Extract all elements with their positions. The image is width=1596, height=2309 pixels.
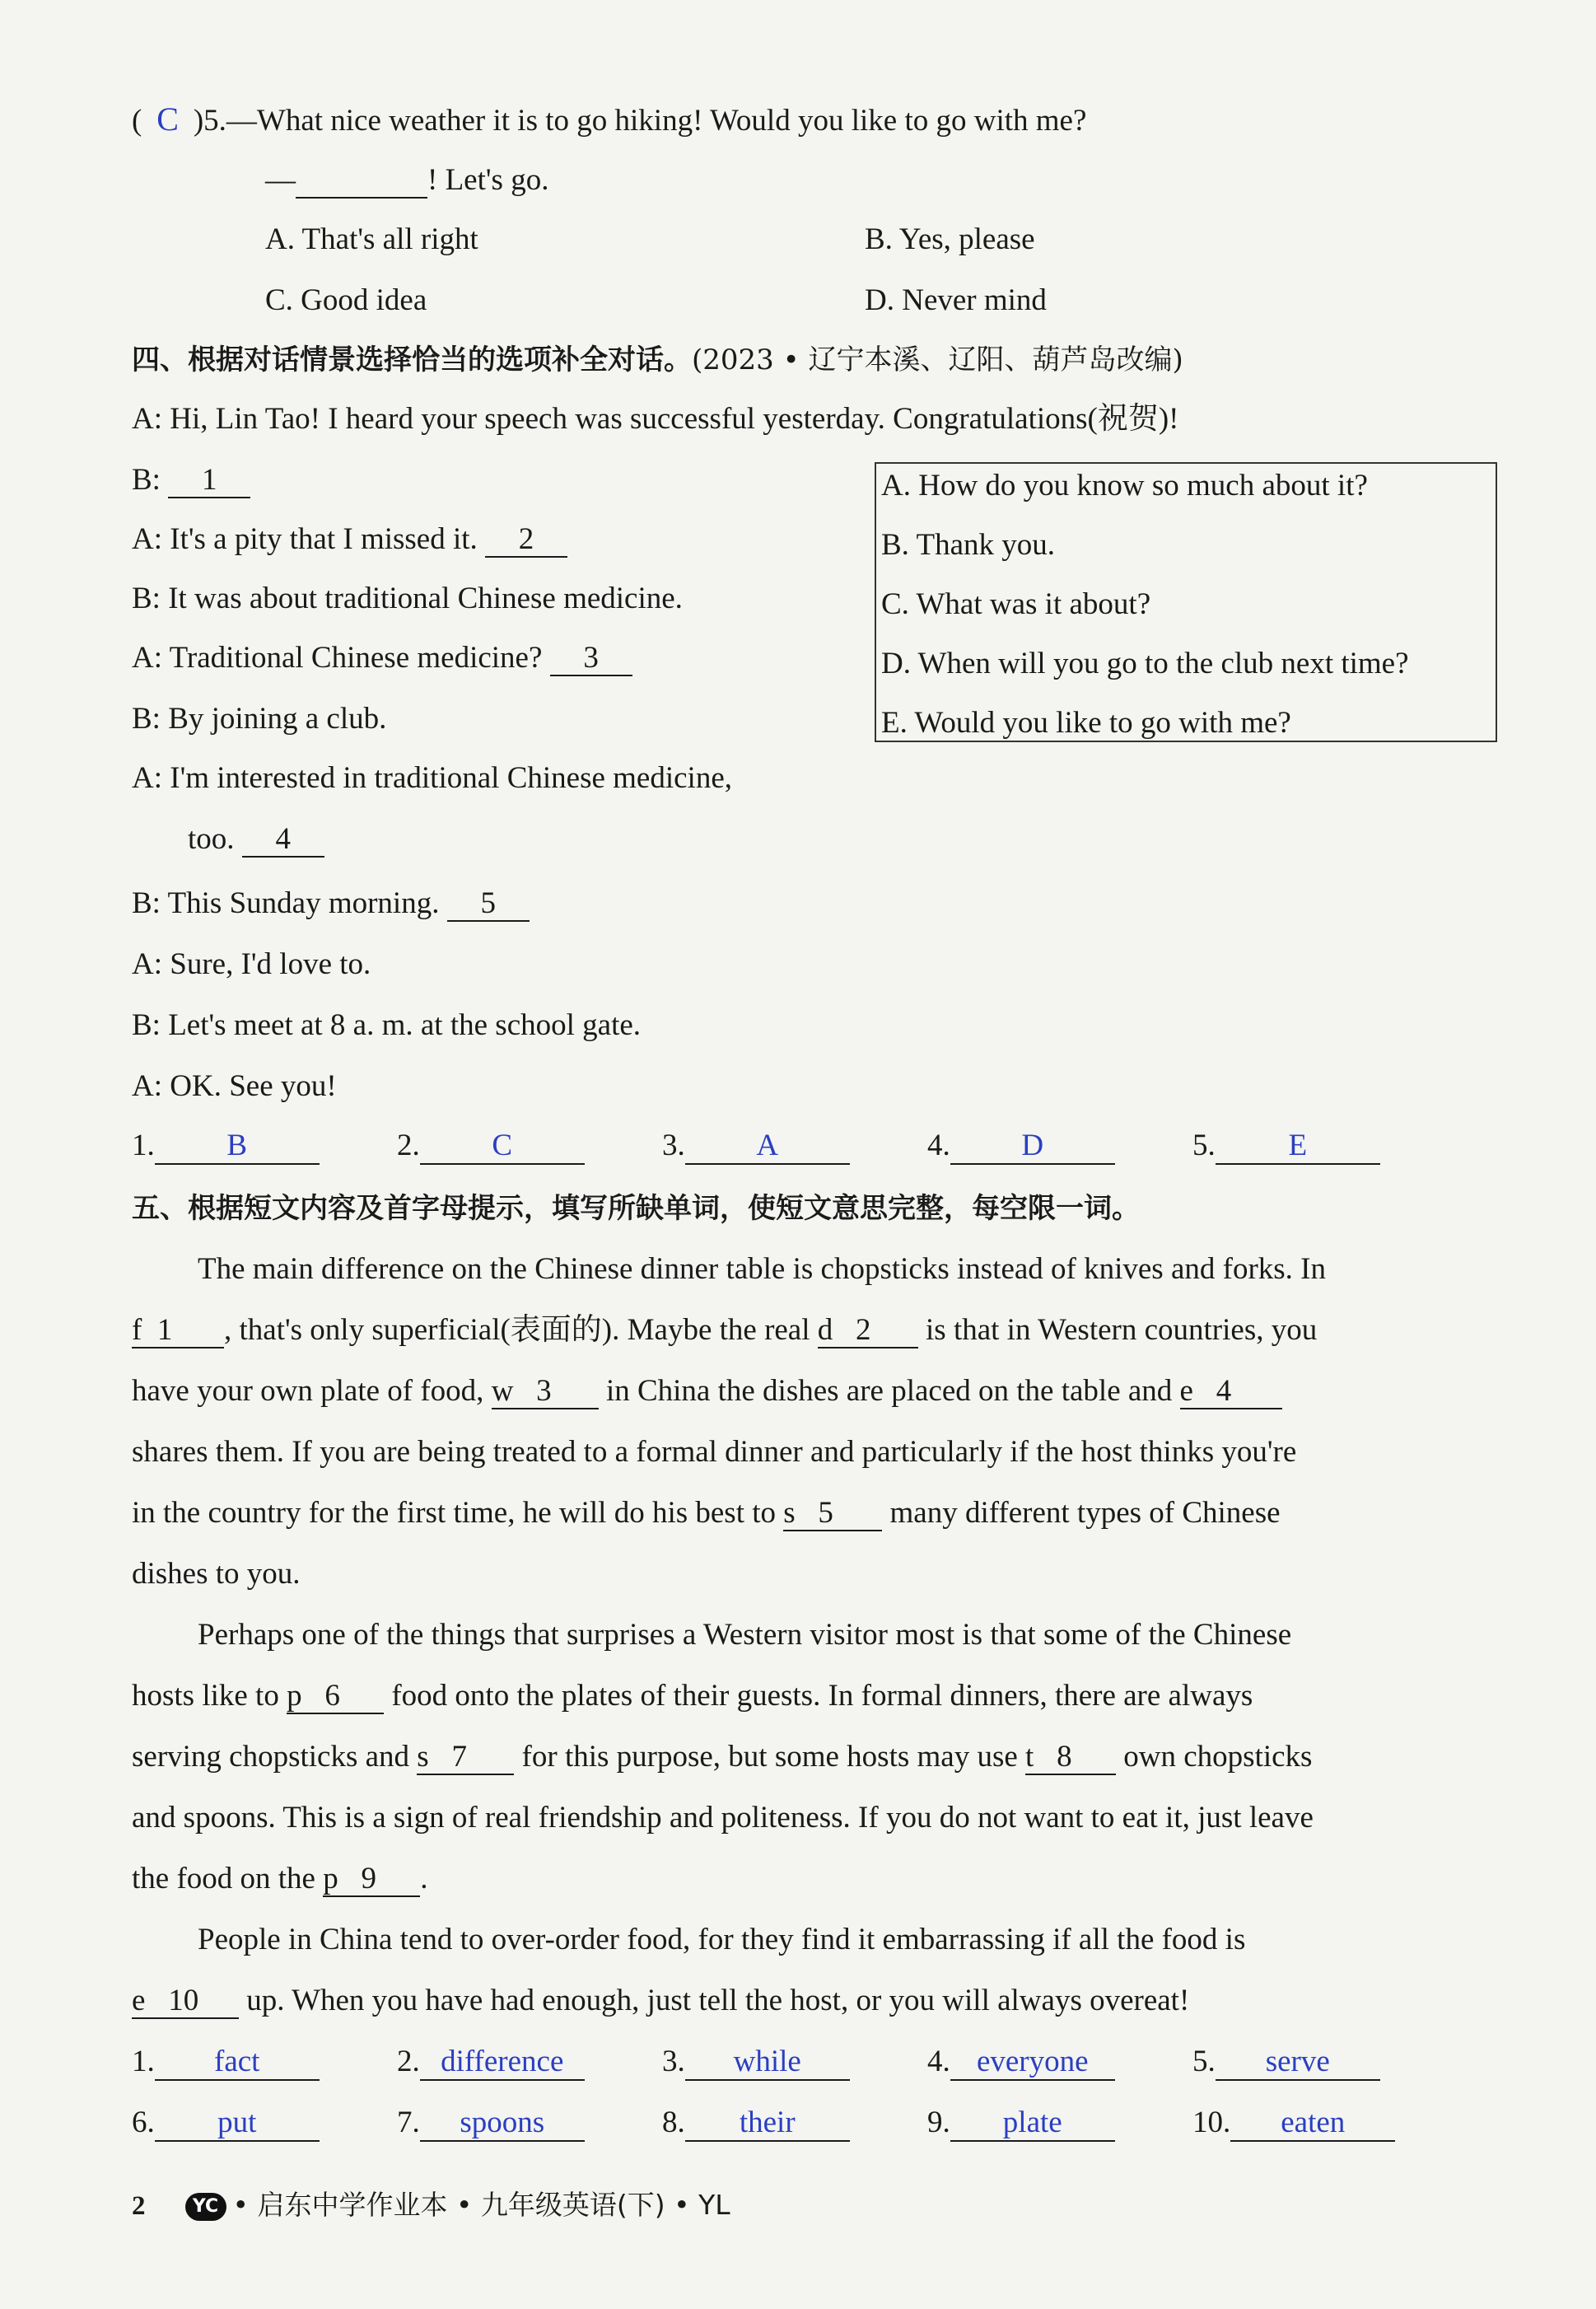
- section5-answer-10[interactable]: eaten: [1230, 2106, 1395, 2142]
- q5-number: 5.: [203, 104, 226, 138]
- q5-option-c: C. Good idea: [265, 283, 427, 317]
- publisher-logo-icon: YC: [185, 2193, 226, 2221]
- page-number: 2: [132, 2191, 146, 2221]
- p2-row-5: the food on the p 9 .: [132, 1862, 428, 1895]
- p1-row-6: dishes to you.: [132, 1557, 301, 1591]
- p1-row-3: have your own plate of food, w 3 in China the dishes are placed on the table and e 4: [132, 1372, 1282, 1410]
- section4-answer-row: 1. B 2. C 3. A 4. D 5. E: [132, 1127, 1449, 1165]
- section5-answer-6[interactable]: put: [155, 2106, 320, 2142]
- section4-option-a: A. How do you know so much about it?: [881, 469, 1368, 502]
- dialogue-line-12: A: OK. See you!: [132, 1069, 337, 1103]
- page-footer: [132, 2187, 730, 2224]
- section5-answer-4[interactable]: everyone: [950, 2045, 1115, 2081]
- p2-row-4: and spoons. This is a sign of real friendship and politeness. If you do not want to eat it, just leave: [132, 1801, 1314, 1835]
- passage-blank-4[interactable]: e 4: [1180, 1375, 1282, 1409]
- section4-option-e: E. Would you like to go with me?: [881, 706, 1291, 740]
- paren-open: (: [132, 104, 142, 138]
- dialogue-blank-4[interactable]: 4: [242, 823, 324, 858]
- passage-blank-10[interactable]: e 10: [132, 1984, 239, 2019]
- dialogue-line-5: A: Traditional Chinese medicine? 3: [132, 639, 632, 677]
- p3-row-1: People in China tend to over-order food, for they find it embarrassing if all the food is: [198, 1923, 1246, 1956]
- q5-reply-line: — ! Let's go.: [265, 163, 549, 197]
- section5-answer-9[interactable]: plate: [950, 2106, 1115, 2142]
- p1-row-5: in the country for the first time, he will do his best to s 5 many different types of Chinese: [132, 1496, 1281, 1530]
- dialogue-blank-2[interactable]: 2: [485, 523, 567, 558]
- passage-blank-9[interactable]: p 9: [323, 1863, 420, 1897]
- passage-blank-8[interactable]: t 8: [1025, 1741, 1116, 1775]
- footer-title: • 启东中学作业本 • 九年级英语(下) • YL: [232, 2189, 730, 2221]
- passage-blank-1[interactable]: f 1: [132, 1314, 224, 1348]
- q5-option-d: D. Never mind: [865, 283, 1047, 317]
- dialogue-line-9: B: This Sunday morning. 5: [132, 885, 530, 923]
- section4-answer-5[interactable]: E: [1216, 1129, 1380, 1165]
- section4-answer-1[interactable]: B: [155, 1129, 320, 1165]
- q5-stem-line: [132, 100, 1086, 140]
- section4-answer-2[interactable]: C: [420, 1129, 585, 1165]
- q5-stem: —What nice weather it is to go hiking! Would you like to go with me?: [226, 104, 1087, 138]
- p2-row-3: serving chopsticks and s 7 for this purpose, but some hosts may use t 8 own chopsticks: [132, 1740, 1313, 1774]
- p2-row-1: Perhaps one of the things that surprises a Western visitor most is that some of the Chinese: [198, 1618, 1292, 1652]
- section4-option-d: D. When will you go to the club next time?: [881, 647, 1409, 680]
- section4-option-b: B. Thank you.: [881, 528, 1056, 562]
- p1-row-1: The main difference on the Chinese dinner table is chopsticks instead of knives and forks. In: [198, 1252, 1326, 1286]
- p2-row-2: hosts like to p 6 food onto the plates of their guests. In formal dinners, there are always: [132, 1679, 1253, 1713]
- q5-option-b: B. Yes, please: [865, 222, 1035, 256]
- section5-answer-8[interactable]: their: [685, 2106, 850, 2142]
- section5-answer-7[interactable]: spoons: [420, 2106, 585, 2142]
- section4-option-box: [875, 462, 1497, 742]
- dialogue-line-11: B: Let's meet at 8 a. m. at the school gate.: [132, 1008, 642, 1042]
- dialogue-line-1: A: Hi, Lin Tao! I heard your speech was successful yesterday. Congratulations(祝贺)!: [132, 402, 1179, 436]
- dialogue-line-4: B: It was about traditional Chinese medicine.: [132, 582, 683, 615]
- section5-answer-row-2: 6. put 7. spoons 8. their 9. plate 10. eaten: [132, 2104, 1449, 2142]
- section5-heading: 五、根据短文内容及首字母提示，填写所缺单词，使短文意思完整，每空限一词。: [132, 1192, 1140, 1225]
- dialogue-blank-1[interactable]: 1: [168, 464, 250, 498]
- section4-answer-4[interactable]: D: [950, 1129, 1115, 1165]
- q5-reply-blank[interactable]: [296, 164, 427, 199]
- section5-answer-row-1: 1. fact 2. difference 3. while 4. everyone 5. serve: [132, 2043, 1449, 2081]
- section4-option-c: C. What was it about?: [881, 587, 1151, 621]
- q5-option-a: A. That's all right: [265, 222, 478, 256]
- p1-row-2: f 1 , that's only superficial(表面的). Maybe the real d 2 is that in Western countries, you: [132, 1313, 1318, 1347]
- dialogue-line-6: B: By joining a club.: [132, 702, 387, 736]
- section5-answer-2[interactable]: difference: [420, 2045, 585, 2081]
- passage-blank-3[interactable]: w 3: [492, 1375, 599, 1409]
- section5-answer-5[interactable]: serve: [1216, 2045, 1380, 2081]
- section5-answer-1[interactable]: fact: [155, 2045, 320, 2081]
- dialogue-line-2: B: 1: [132, 461, 250, 499]
- dialogue-blank-5[interactable]: 5: [447, 887, 530, 922]
- section5-answer-3[interactable]: while: [685, 2045, 850, 2081]
- dialogue-blank-3[interactable]: 3: [550, 642, 632, 676]
- dialogue-line-10: A: Sure, I'd love to.: [132, 947, 371, 981]
- passage-blank-2[interactable]: d 2: [818, 1314, 918, 1348]
- passage-blank-5[interactable]: s 5: [783, 1497, 882, 1531]
- q5-answer: C: [156, 100, 179, 138]
- dialogue-line-7: A: I'm interested in traditional Chinese medicine,: [132, 761, 732, 795]
- dialogue-line-8: too. 4: [188, 820, 324, 858]
- dialogue-line-3: A: It's a pity that I missed it. 2: [132, 521, 567, 559]
- paren-close: ): [193, 104, 204, 138]
- passage-blank-6[interactable]: p 6: [287, 1680, 384, 1714]
- section4-heading: 四、根据对话情景选择恰当的选项补全对话。(2023 • 辽宁本溪、辽阳、葫芦岛改编): [132, 344, 1183, 376]
- section4-source: (2023 • 辽宁本溪、辽阳、葫芦岛改编): [692, 344, 1183, 376]
- passage-blank-7[interactable]: s 7: [417, 1741, 514, 1775]
- p3-row-2: e 10 up. When you have had enough, just tell the host, or you will always overeat!: [132, 1984, 1190, 2017]
- p1-row-4: shares them. If you are being treated to a formal dinner and particularly if the host thinks you're: [132, 1435, 1297, 1469]
- section4-answer-3[interactable]: A: [685, 1129, 850, 1165]
